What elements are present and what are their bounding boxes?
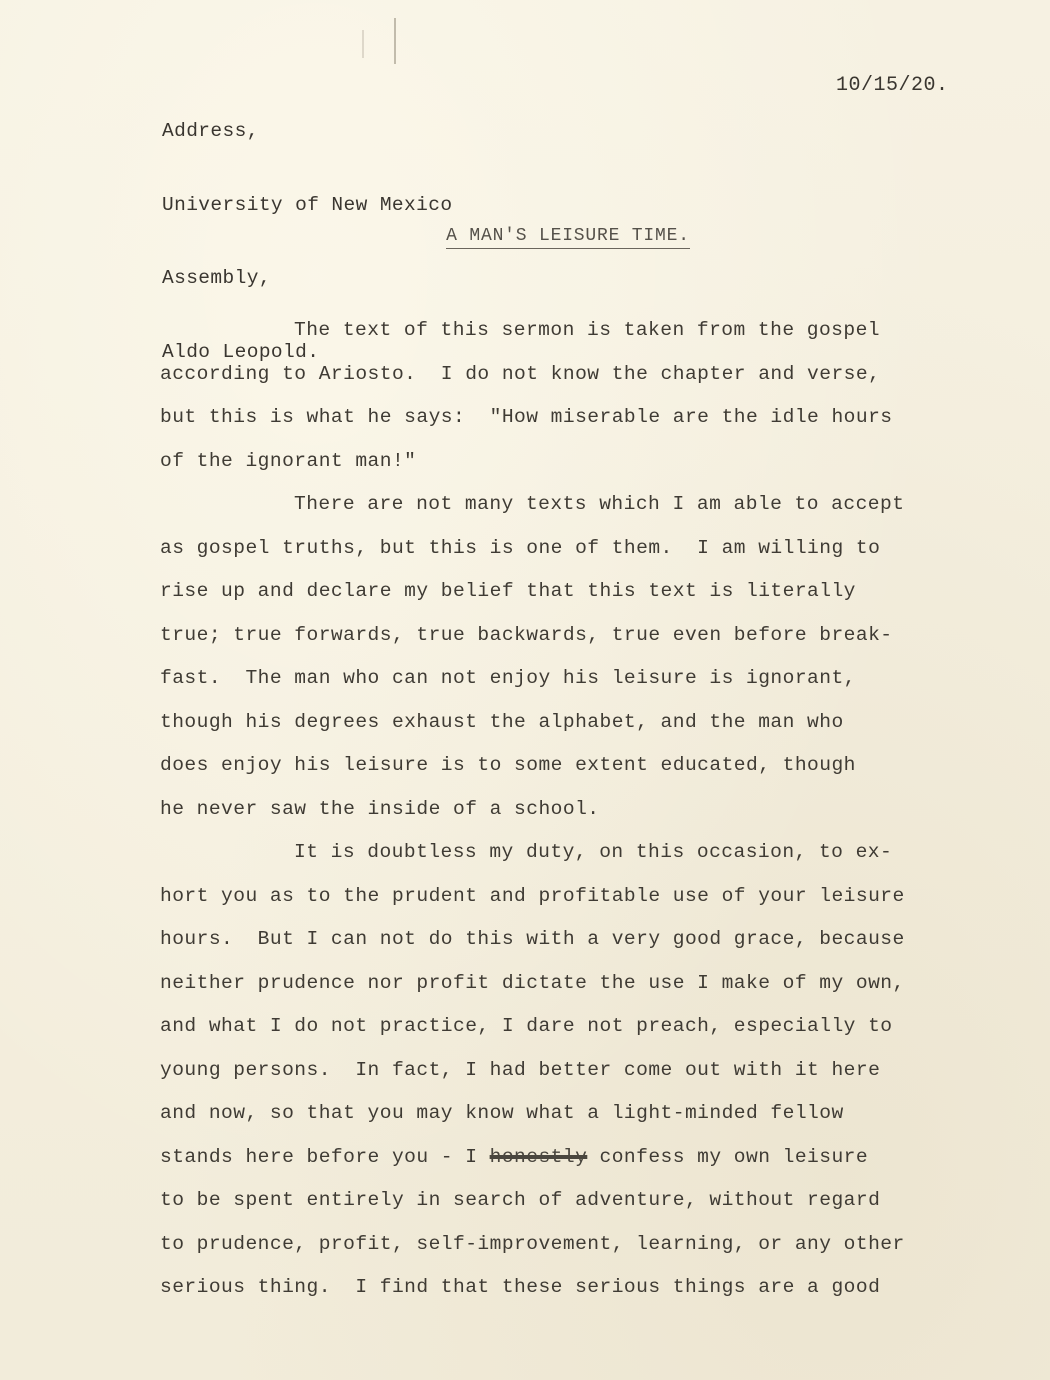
text-line: but this is what he says: "How miserable are the idle hours <box>160 406 893 428</box>
header-line: University of New Mexico <box>162 193 453 216</box>
text-line: fast. The man who can not enjoy his leisure is ignorant, <box>160 667 856 689</box>
text-line: young persons. In fact, I had better come out with it here <box>160 1058 881 1081</box>
text-line: as gospel truths, but this is one of them. I am willing to <box>160 536 881 559</box>
text-line: to prudence, profit, self-improvement, learning, or any other <box>160 1232 905 1255</box>
text-line: to be spent entirely in search of adventure, without regard <box>160 1189 881 1211</box>
text-line: and now, so that you may know what a light-minded fellow <box>160 1102 844 1124</box>
staple-mark <box>362 30 364 58</box>
text-line: hours. But I can not do this with a very good grace, because <box>160 928 905 950</box>
text-line: The text of this sermon is taken from the gospel <box>294 319 880 341</box>
text-line: he never saw the inside of a school. <box>160 797 600 820</box>
body-text <box>160 309 980 1310</box>
text-segment: confess my own leisure <box>587 1145 869 1168</box>
text-line: rise up and declare my belief that this text is literally <box>160 580 856 602</box>
text-line: though his degrees exhaust the alphabet, and the man who <box>160 710 844 733</box>
struck-out-word: honestly <box>489 1145 588 1168</box>
header-line: Assembly, <box>162 267 271 289</box>
text-line: of the ignorant man!" <box>160 449 417 472</box>
text-line: does enjoy his leisure is to some extent educated, though <box>160 754 856 776</box>
text-line: true; true forwards, true backwards, true even before break- <box>160 623 893 646</box>
header-line: Aldo Leopold. <box>162 340 320 363</box>
text-line: It is doubtless my duty, on this occasion, to ex- <box>294 841 893 863</box>
text-line: neither prudence nor profit dictate the use I make of my own, <box>160 971 905 994</box>
document-title <box>0 226 1050 249</box>
text-line: There are not many texts which I am able to accept <box>294 493 905 515</box>
text-line: hort you as to the prudent and profitable use of your leisure <box>160 884 905 907</box>
text-line: and what I do not practice, I dare not preach, especially to <box>160 1015 893 1037</box>
staple-mark <box>394 18 396 64</box>
text-line: according to Ariosto. I do not know the chapter and verse, <box>160 362 881 385</box>
date: 10/15/20. <box>836 74 949 97</box>
header-line: Address, <box>162 120 259 142</box>
title-text: A MAN'S LEISURE TIME. <box>446 226 690 249</box>
text-line: serious thing. I find that these serious things are a good <box>160 1276 881 1298</box>
text-segment: stands here before you - I <box>160 1145 490 1168</box>
text-line <box>160 1136 980 1180</box>
